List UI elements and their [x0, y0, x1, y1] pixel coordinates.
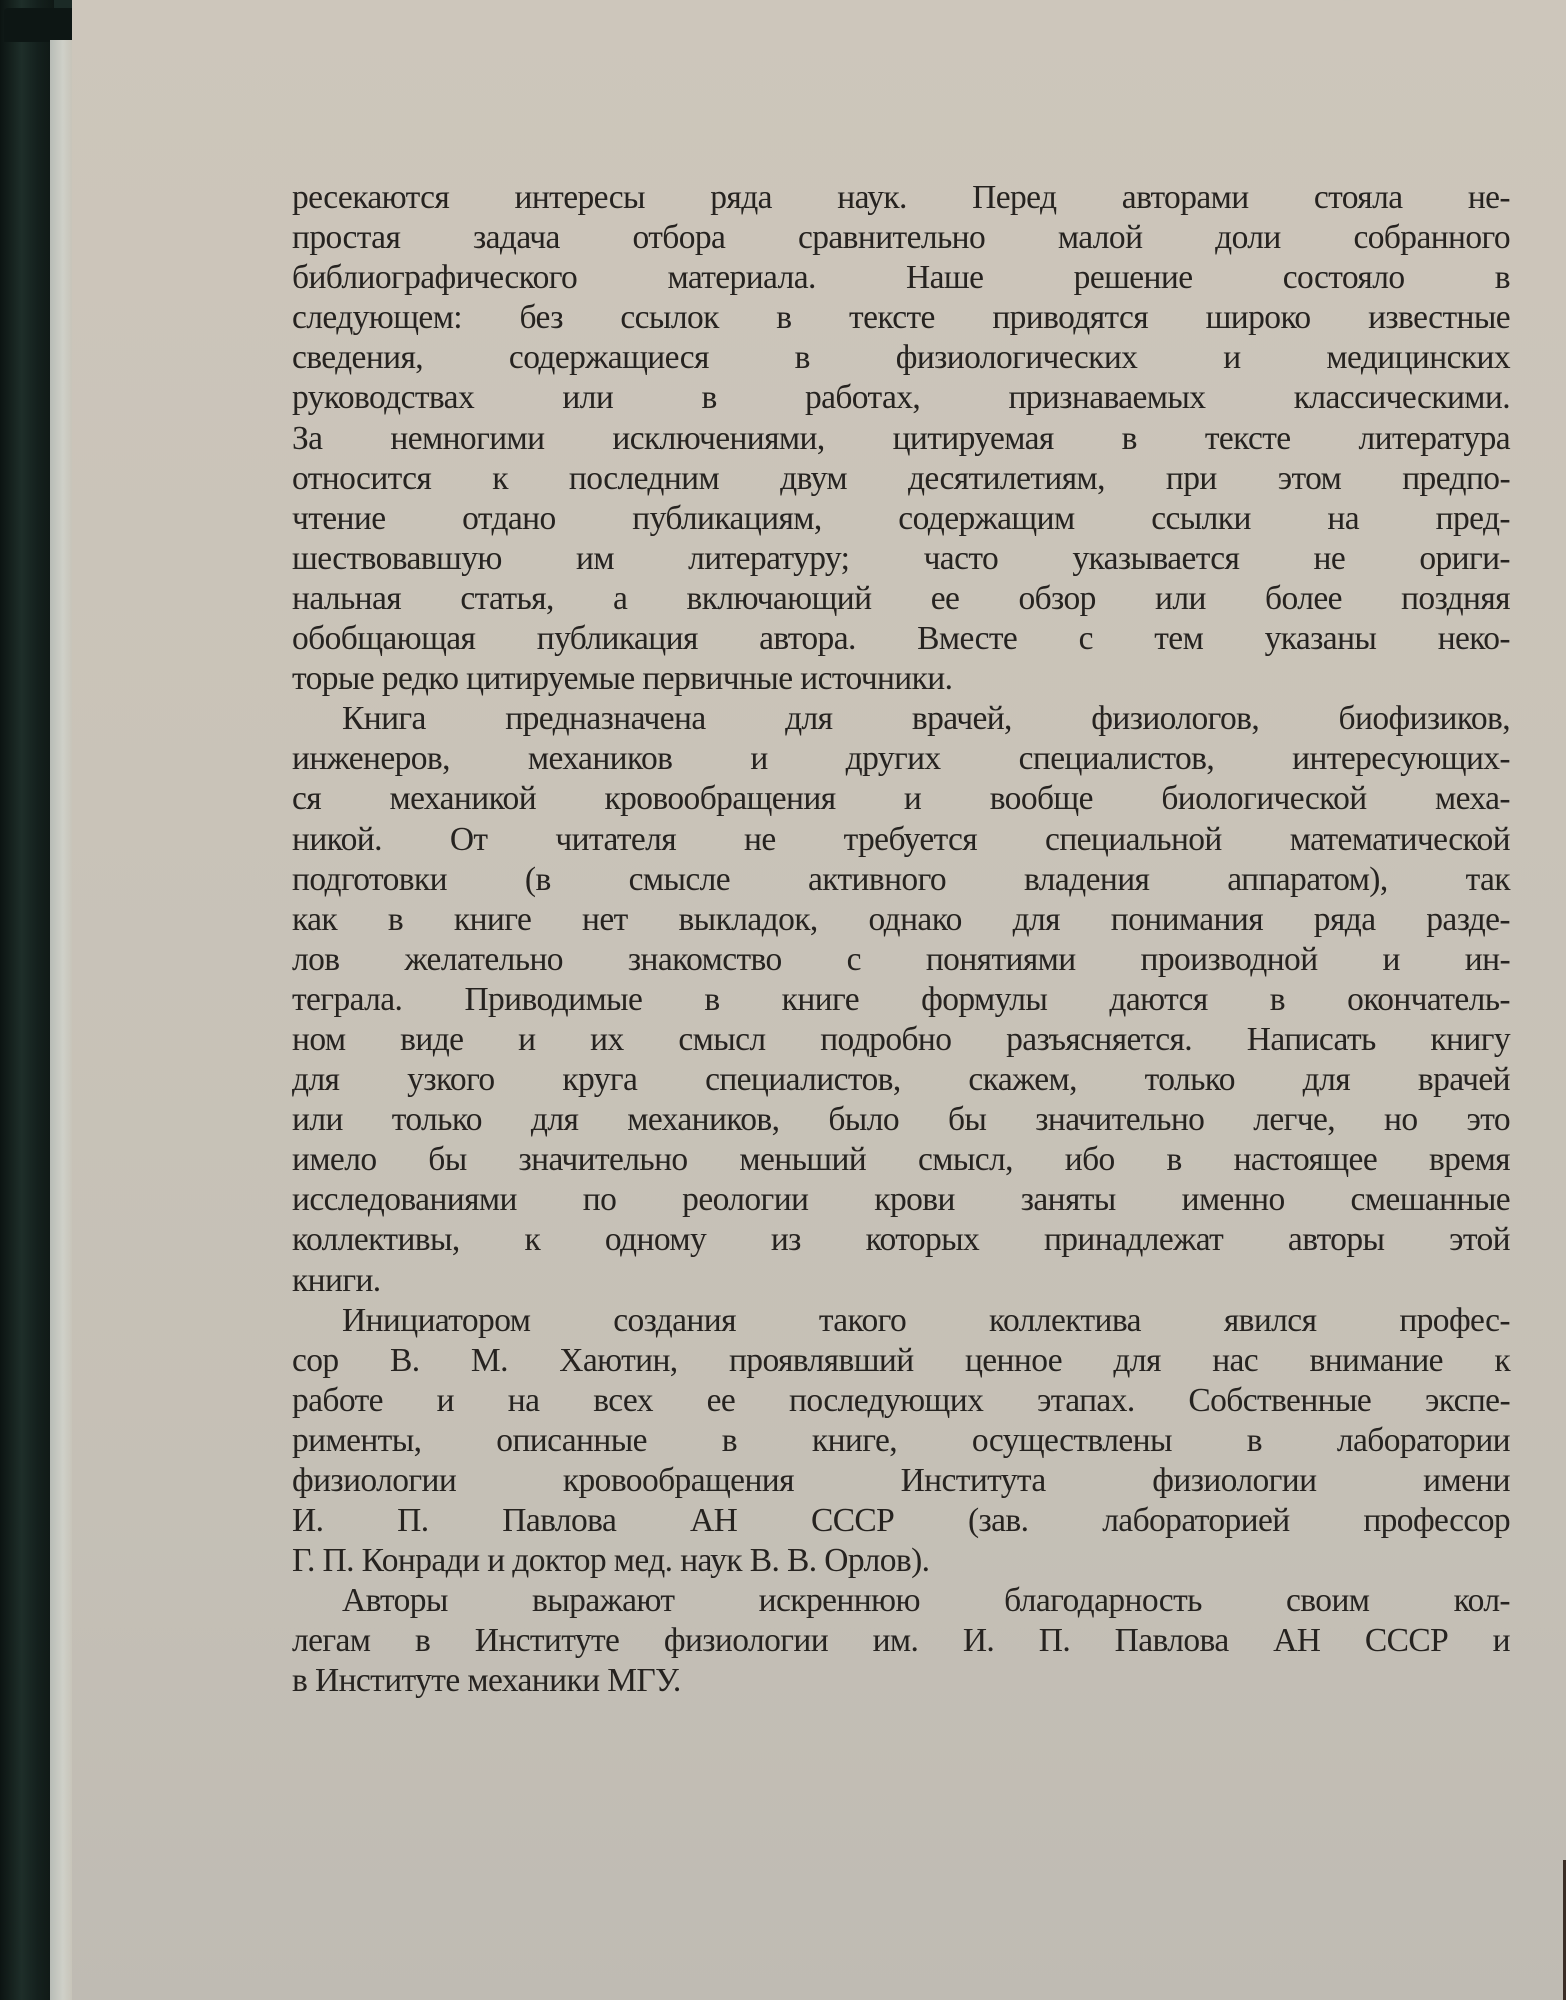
paragraph-1	[292, 178, 1510, 699]
text-line: работе и на всех ее последующих этапах. Собственные экспе-	[292, 1381, 1510, 1419]
text-line: сор В. М. Хаютин, проявлявший ценное для нас внимание к	[292, 1341, 1510, 1379]
text-line: Авторы выражают искреннюю благодарность своим кол-	[342, 1582, 1510, 1620]
text-line: За немногими исключениями, цитируемая в тексте литература	[292, 419, 1510, 457]
text-line: книги.	[292, 1261, 381, 1299]
text-line: Инициатором создания такого коллектива явился профес-	[342, 1301, 1510, 1339]
text-line: ном виде и их смысл подробно разъясняется. Написать книгу	[292, 1020, 1510, 1058]
body-text	[292, 178, 1510, 1702]
spine-cap	[4, 8, 72, 42]
paragraph-2	[292, 699, 1510, 1300]
text-line: И. П. Павлова АН СССР (зав. лабораторией профессор	[292, 1502, 1510, 1540]
text-line: нальная статья, а включающий ее обзор или более поздняя	[292, 579, 1510, 617]
text-line: руководствах или в работах, признаваемых классическими.	[292, 379, 1510, 417]
text-line: никой. От читателя не требуется специальной математической	[292, 820, 1510, 858]
text-line: теграла. Приводимые в книге формулы даются в окончатель-	[292, 980, 1510, 1018]
text-line: или только для механиков, было бы значительно легче, но это	[292, 1101, 1510, 1139]
text-line: инженеров, механиков и других специалистов, интересующих-	[292, 740, 1510, 778]
text-line: исследованиями по реологии крови заняты именно смешанные	[292, 1181, 1510, 1219]
paragraph-4	[292, 1581, 1510, 1701]
text-line: физиологии кровообращения Института физиологии имени	[292, 1462, 1510, 1499]
text-line: ресекаются интересы ряда наук. Перед авторами стояла не-	[292, 179, 1510, 216]
text-line: подготовки (в смысле активного владения аппаратом), так	[292, 860, 1510, 898]
text-line: в Институте механики МГУ.	[292, 1662, 681, 1700]
text-line: лов желательно знакомство с понятиями производной и ин-	[292, 940, 1510, 978]
text-line: библиографического материала. Наше решение состояло в	[292, 259, 1510, 297]
text-line: относится к последним двум десятилетиям, при этом предпо-	[292, 459, 1510, 497]
text-line: коллективы, к одному из которых принадлежат авторы этой	[292, 1221, 1510, 1259]
text-line: следующем: без ссылок в тексте приводятся широко известные	[292, 299, 1510, 337]
text-line: ся механикой кровообращения и вообще биологической меха-	[292, 780, 1510, 818]
paragraph-3	[292, 1301, 1510, 1582]
text-line: Г. П. Конради и доктор мед. наук В. В. Орлов).	[292, 1542, 930, 1580]
book-spine	[0, 0, 54, 2000]
text-line: чтение отдано публикациям, содержащим ссылки на пред-	[292, 499, 1510, 537]
text-line: торые редко цитируемые первичные источники.	[292, 660, 953, 698]
text-line: рименты, описанные в книге, осуществлены в лаборатории	[292, 1421, 1510, 1459]
text-line: обобщающая публикация автора. Вместе с тем указаны неко-	[292, 620, 1510, 658]
text-line: имело бы значительно меньший смысл, ибо в настоящее время	[292, 1141, 1510, 1179]
text-line: для узкого круга специалистов, скажем, только для врачей	[292, 1061, 1510, 1099]
text-line: шествовавшую им литературу; часто указывается не ориги-	[292, 539, 1510, 577]
text-line: как в книге нет выкладок, однако для понимания ряда разде-	[292, 900, 1510, 938]
text-line: простая задача отбора сравнительно малой доли собранного	[292, 219, 1510, 257]
text-line: легам в Институте физиологии им. И. П. Павлова АН СССР и	[292, 1622, 1510, 1660]
text-line: сведения, содержащиеся в физиологических и медицинских	[292, 339, 1510, 377]
text-line: Книга предназначена для врачей, физиологов, биофизиков,	[342, 700, 1510, 738]
